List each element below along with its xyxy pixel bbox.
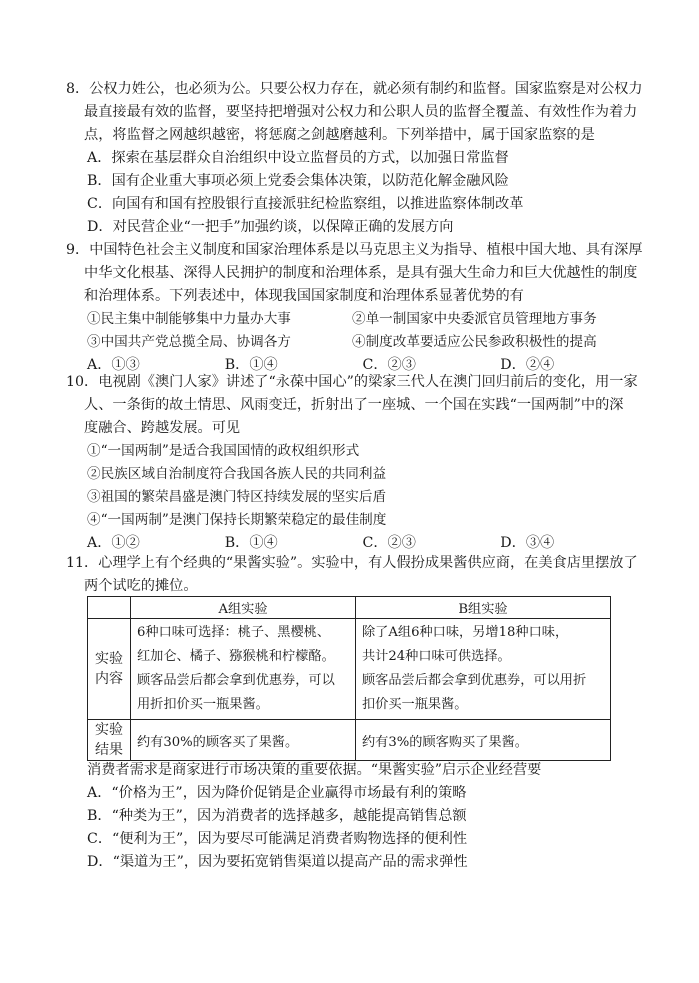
- question-10-statement-1: ①“一国两制”是适合我国国情的政权组织形式: [87, 443, 360, 459]
- group-a-result: 约有30%的顾客买了果酱。: [131, 720, 356, 761]
- content-row-label-line-2: 内容: [95, 671, 123, 687]
- question-11-option-d: D．“渠道为王”，因为要拓宽销售渠道以提高产品的需求弹性: [87, 854, 468, 870]
- question-10-choice-d: D．③④: [500, 535, 555, 551]
- question-9-statement-4: ④制度改革要适应公民参政积极性的提高: [352, 334, 597, 350]
- question-8-stem-line-3: 点，将监督之网越织越密，将惩腐之剑越磨越利。下列举措中，属于国家监察的是: [84, 127, 595, 143]
- table-result-row: [88, 720, 611, 761]
- question-10-stem-line-2: 人、一条街的故土情思、风雨变迁，折射出了一座城、一个国在实践“一国两制”中的深: [84, 397, 624, 413]
- group-a-header: A组实验: [131, 597, 356, 619]
- question-8-stem-line-2: 最直接最有效的监督，要坚持把增强对公权力和公职人员的监督全覆盖、有效性作为着力: [84, 104, 638, 120]
- question-11-option-c: C．“便利为王”，因为要尽可能满足消费者购物选择的便利性: [87, 831, 468, 847]
- question-9-stem-line-1: 9．中国特色社会主义制度和国家治理体系是以马克思主义为指导、植根中国大地、具有深厚: [66, 242, 643, 258]
- question-11: [66, 552, 638, 598]
- table-content-row: [88, 619, 611, 720]
- question-9-statements-row-2: [66, 331, 638, 354]
- question-11-stem-line-2: 两个试吃的摊位。: [84, 578, 198, 594]
- question-10: [66, 371, 638, 555]
- question-9-choice-a: A．①③: [87, 357, 140, 373]
- question-8-option-c: C．向国有和国有控股银行直接派驻纪检监察组，以推进监察体制改革: [87, 196, 524, 212]
- question-10-choice-a: A．①②: [87, 535, 140, 551]
- question-10-stem-line-1: 10．电视剧《澳门人家》讲述了“永葆中国心”的梁家三代人在澳门回归前后的变化，用一家: [66, 374, 638, 390]
- question-11-tail: [66, 759, 638, 874]
- group-b-content-line-4: 扣价买一瓶果酱。: [362, 697, 468, 712]
- content-row-label: [88, 619, 131, 720]
- question-10-stem-line-3: 度融合、跨越发展。可见: [84, 420, 241, 436]
- question-10-statement-3: ③祖国的繁荣昌盛是澳门特区持续发展的坚实后盾: [87, 489, 387, 505]
- question-8-stem-line-1: 8．公权力姓公，也必须为公。只要公权力存在，就必须有制约和监督。国家监察是对公权力: [66, 81, 643, 97]
- question-9-statement-2: ②单一制国家中央委派官员管理地方事务: [352, 311, 597, 327]
- jam-experiment-table: [87, 596, 611, 761]
- question-10-statement-4: ④“一国两制”是澳门保持长期繁荣稳定的最佳制度: [87, 512, 387, 528]
- question-11-stem-line-3: 消费者需求是商家进行市场决策的重要依据。“果酱实验”启示企业经营要: [87, 762, 542, 778]
- question-11-option-a: A．“价格为王”，因为降价促销是企业赢得市场最有利的策略: [87, 785, 467, 801]
- group-b-content-line-3: 顾客品尝后都会拿到优惠券，可以用折: [362, 673, 587, 688]
- question-8-option-a: A．探索在基层群众自治组织中设立监督员的方式，以加强日常监督: [87, 150, 509, 166]
- question-9-stem-line-2: 中华文化根基、深得人民拥护的制度和治理体系，是具有强大生命力和巨大优越性的制度: [84, 265, 638, 281]
- question-9-statement-1: ①民主集中制能够集中力量办大事: [87, 311, 291, 327]
- group-b-result: 约有3%的顾客购买了果酱。: [356, 720, 611, 761]
- group-b-content-line-2: 共计24种口味可供选择。: [362, 649, 511, 664]
- question-8: [66, 78, 643, 239]
- group-a-content: [131, 619, 356, 720]
- group-a-content-line-3: 顾客品尝后都会拿到优惠券，可以: [137, 673, 335, 688]
- question-10-statement-2: ②民族区域自治制度符合我国各族人民的共同利益: [87, 466, 387, 482]
- question-10-choice-b: B．①④: [224, 535, 278, 551]
- content-row-label-line-1: 实验: [95, 651, 123, 667]
- group-a-content-line-1: 6种口味可选择：桃子、黑樱桃、: [137, 625, 331, 640]
- result-row-label-line-1: 实验: [95, 722, 123, 738]
- question-9-choice-c: C．②③: [362, 357, 416, 373]
- group-b-header: B组实验: [356, 597, 611, 619]
- group-b-content-line-1: 除了A组6种口味，另增18种口味，: [362, 625, 569, 640]
- question-10-choice-c: C．②③: [362, 535, 416, 551]
- question-8-option-b: B．国有企业重大事项必须上党委会集体决策，以防范化解金融风险: [87, 173, 509, 189]
- table-corner-cell: [88, 597, 131, 619]
- result-row-label-line-2: 结果: [95, 742, 123, 758]
- question-9-stem-line-3: 和治理体系。下列表述中，体现我国国家制度和治理体系显著优势的有: [84, 288, 524, 304]
- group-b-content: [356, 619, 611, 720]
- question-9: [66, 239, 643, 377]
- question-8-option-d: D．对民营企业“一把手”加强约谈，以保障正确的发展方向: [87, 219, 454, 235]
- question-11-option-b: B．“种类为王”，因为消费者的选择越多，越能提高销售总额: [87, 808, 467, 824]
- question-9-statement-3: ③中国共产党总揽全局、协调各方: [87, 334, 291, 350]
- question-9-choice-b: B．①④: [224, 357, 278, 373]
- question-11-stem-line-1: 11．心理学上有个经典的“果酱实验”。实验中，有人假扮成果酱供应商，在美食店里摆放了: [66, 555, 638, 571]
- table-header-row: [88, 597, 611, 619]
- question-9-choice-d: D．②④: [500, 357, 555, 373]
- group-a-content-line-4: 用折扣价买一瓶果酱。: [137, 697, 269, 712]
- group-a-content-line-2: 红加仑、橘子、猕猴桃和柠檬酪。: [137, 649, 335, 664]
- question-9-statements-row-1: [66, 308, 638, 331]
- result-row-label: [88, 720, 131, 761]
